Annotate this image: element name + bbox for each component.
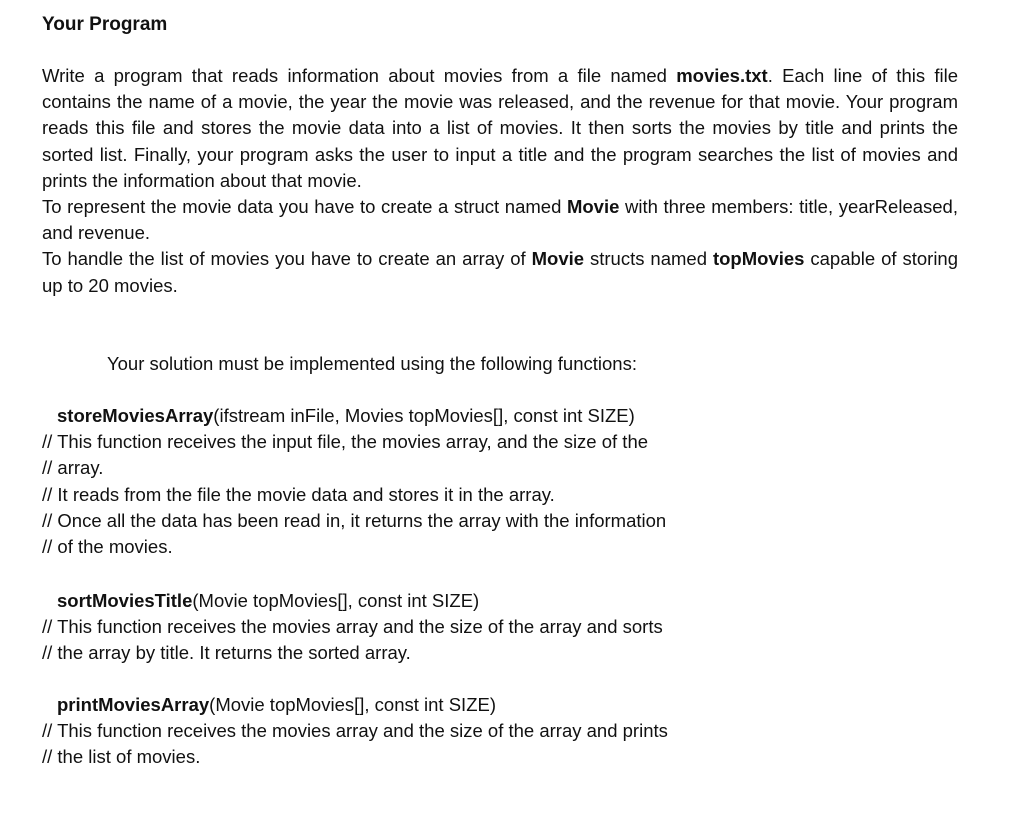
function-sort-movies-title — [42, 588, 742, 667]
intro-p1-text-b: . Each line of this file contains the name of a movie, the year the movie was released, and the revenue for that movie. Your program reads this file and stores the movie data into a list of movies. It then sorts the movies by title and prints the sorted list. Finally, your program asks the user to input a title and the program searches the list of movies and prints the information about that movie. — [42, 65, 959, 191]
comment-line: // This function receives the movies array and the size of the array and sorts — [42, 616, 663, 638]
function-name: printMoviesArray — [57, 694, 210, 715]
intro-paragraph-3 — [42, 246, 958, 298]
comment-line: // array. — [42, 457, 104, 479]
comment-line: // of the movies. — [42, 536, 173, 558]
comment-line: // This function receives the input file, the movies array, and the size of the — [42, 431, 649, 453]
intro-p3-text-b: structs named — [584, 248, 713, 270]
intro-paragraph-2 — [42, 194, 958, 246]
section-heading: Your Program — [42, 14, 168, 35]
intro-p2-text-b: with three members: title, yearReleased, and revenue. — [42, 196, 958, 244]
comment-line: // This function receives the movies array and the size of the array and prints — [42, 720, 668, 742]
function-print-movies-array — [42, 692, 742, 771]
function-signature — [57, 403, 742, 429]
function-params: (ifstream inFile, Movies topMovies[], const int SIZE) — [213, 405, 635, 426]
function-params: (Movie topMovies[], const int SIZE) — [209, 694, 496, 715]
comment-line: // the array by title. It returns the sorted array. — [42, 642, 411, 664]
struct-name: Movie — [566, 196, 620, 218]
function-name: sortMoviesTitle — [57, 590, 193, 611]
intro-p3-text-c: capable of storing up to 20 movies. — [42, 248, 959, 296]
function-name: storeMoviesArray — [57, 405, 214, 426]
intro-p1-text-a: Write a program that reads information about movies from a file named — [42, 65, 677, 86]
comment-line: // Once all the data has been read in, it returns the array with the information — [42, 509, 667, 531]
intro-text — [42, 63, 958, 299]
intro-paragraph-1 — [42, 63, 958, 194]
function-params: (Movie topMovies[], const int SIZE) — [192, 590, 480, 611]
function-store-movies-array — [42, 403, 742, 560]
function-signature — [57, 588, 742, 614]
functions-lead: Your solution must be implemented using the following functions: — [107, 353, 637, 374]
intro-p3-text-a: To handle the list of movies you have to create an array of — [42, 248, 532, 270]
function-signature — [57, 692, 742, 718]
comment-line: // the list of movies. — [42, 746, 201, 768]
intro-p2-text-a: To represent the movie data you have to create a struct named — [42, 196, 567, 218]
array-name: topMovies — [712, 248, 805, 270]
file-name: movies.txt — [676, 65, 768, 86]
comment-line: // It reads from the file the movie data and stores it in the array. — [42, 483, 555, 505]
struct-name: Movie — [531, 248, 585, 270]
